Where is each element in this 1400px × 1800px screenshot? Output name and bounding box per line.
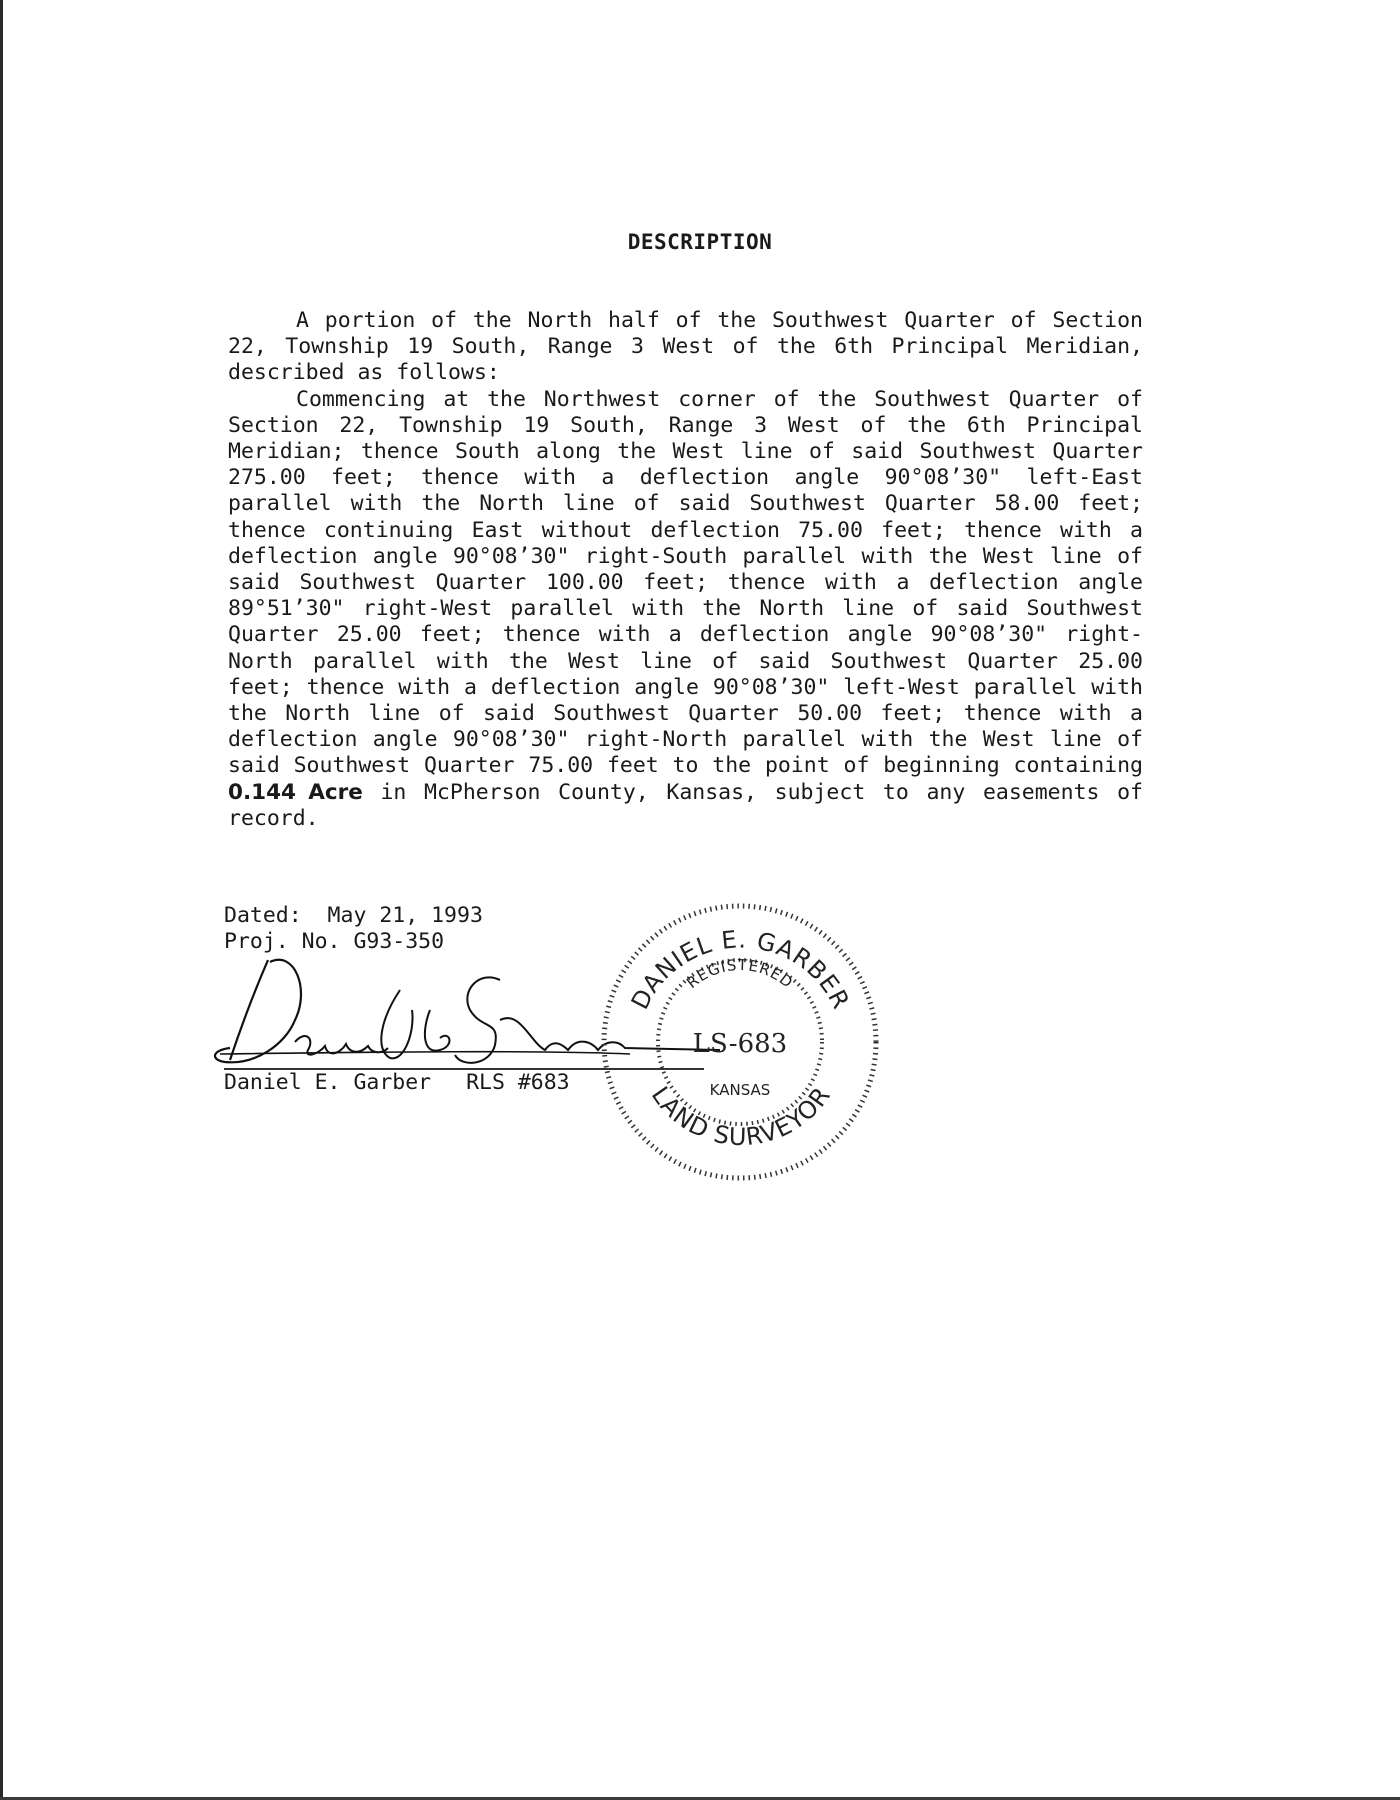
seal-top-text: DANIEL E. GARBER [625,925,856,1014]
document-title: DESCRIPTION [627,230,773,254]
seal-registered-text: REGISTERED [683,955,797,993]
metes-bounds-text: Commencing at the Northwest corner of the Southwest Quarter of Section 22, Township 19 South, Range 3 West of the 6th Principal Meridian; thence South along the West line of said Southwest Quarter 275.00 feet; thence with a deflection angle 90°08’30" left-East parallel with the North line of said Southwest Quarter 58.00 feet; thence continuing East without deflection 75.00 feet; thence with a deflection angle 90°08’30" right-South parallel with the West line of said Southwest Quarter 100.00 feet; thence with a deflection angle 89°51’30" right-West parallel with the North line of said Southwest Quarter 25.00 feet; thence with a deflection angle 90°08’30" right-North parallel with the West line of said Southwest Quarter 25.00 feet; thence with a deflection angle 90°08’30" left-West parallel with the North line of said Southwest Quarter 50.00 feet; thence with a deflection angle 90°08’30" right-North parallel with the West line of said Southwest Quarter 75.00 feet to the point of beginning containing [228,386,1143,779]
document-meta [224,903,483,955]
seal-state-text: KANSAS [709,1081,771,1099]
signer-name: Daniel E. Garber [224,1070,432,1095]
paragraph-metes-bounds [228,387,1143,832]
seal-license-number: LS-683 [692,1029,788,1059]
dated-line: Dated: May 21, 1993 [224,903,483,928]
page-left-edge [0,0,3,1800]
project-number: Proj. No. G93-350 [224,929,445,954]
metes-bounds-end: in McPherson County, Kansas, subject to any easements of record. [228,779,1143,831]
paragraph-intro: A portion of the North half of the Southwest Quarter of Section 22, Township 19 South, Range 3 West of the 6th Principal Meridian, described as follows: [228,308,1143,386]
acreage: 0.144 Acre [228,779,363,805]
seal-bottom-text: LAND SURVEYOR [645,1081,837,1152]
signer-block [224,1070,570,1095]
legal-description [228,308,1143,832]
surveyor-seal [598,900,883,1185]
signer-license: RLS #683 [466,1070,570,1095]
